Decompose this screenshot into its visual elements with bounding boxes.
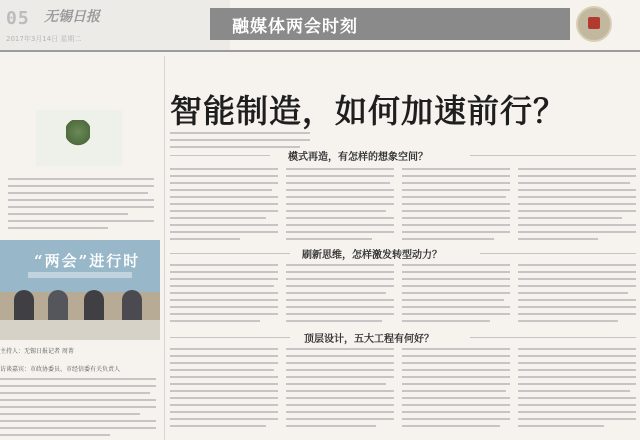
header-left-panel bbox=[0, 0, 230, 52]
plant-icon bbox=[66, 120, 90, 150]
headline: 智能制造，如何加速前行？ bbox=[170, 92, 567, 130]
photo-banner-text: “两会”进行时 bbox=[34, 252, 141, 270]
sidebar-intro-text bbox=[8, 178, 154, 234]
section-3-col-4 bbox=[518, 348, 636, 432]
photo-table bbox=[0, 320, 160, 340]
section-2-col-3 bbox=[402, 264, 510, 327]
sidebar-small-photo bbox=[36, 110, 122, 166]
issue-info: 2017年3月14日 星期二 bbox=[6, 35, 82, 43]
section-rule bbox=[170, 337, 290, 338]
section-3-col-3 bbox=[402, 348, 510, 432]
section-rule bbox=[470, 337, 636, 338]
section-rule bbox=[470, 155, 636, 156]
section-2-col-4 bbox=[518, 264, 636, 327]
header-divider bbox=[0, 50, 640, 52]
masthead: 无锡日报 bbox=[44, 9, 100, 25]
section-1-col-2 bbox=[286, 168, 394, 245]
photo-caption: 主持人：无锡日报记者 周菁 bbox=[0, 348, 74, 355]
section-2-col-1 bbox=[170, 264, 278, 327]
section-rule bbox=[480, 253, 636, 254]
photo-banner-subline bbox=[28, 272, 132, 278]
section-heading: 顶层设计，五大工程有何好？ bbox=[304, 334, 434, 345]
interview-photo bbox=[0, 240, 160, 340]
emblem-icon bbox=[576, 6, 612, 42]
section-1-col-4 bbox=[518, 168, 636, 245]
section-3-col-2 bbox=[286, 348, 394, 432]
section-rule bbox=[170, 253, 290, 254]
section-2-col-2 bbox=[286, 264, 394, 327]
interview-credit: 访谈嘉宾：市政协委员、市经信委有关负责人 bbox=[0, 366, 121, 373]
sidebar bbox=[0, 54, 160, 440]
page-header bbox=[0, 0, 640, 52]
section-1-col-3 bbox=[402, 168, 510, 245]
section-3-col-1 bbox=[170, 348, 278, 432]
section-1-col-1 bbox=[170, 168, 278, 245]
section-heading: 模式再造，有怎样的想象空间？ bbox=[288, 152, 428, 163]
page-number: 05 bbox=[6, 8, 30, 29]
section-title: 融媒体两会时刻 bbox=[232, 17, 358, 37]
section-heading: 刷新思维，怎样激发转型动力？ bbox=[302, 250, 442, 261]
sidebar-body-text bbox=[0, 378, 156, 440]
section-rule bbox=[170, 155, 270, 156]
column-divider bbox=[164, 56, 165, 440]
